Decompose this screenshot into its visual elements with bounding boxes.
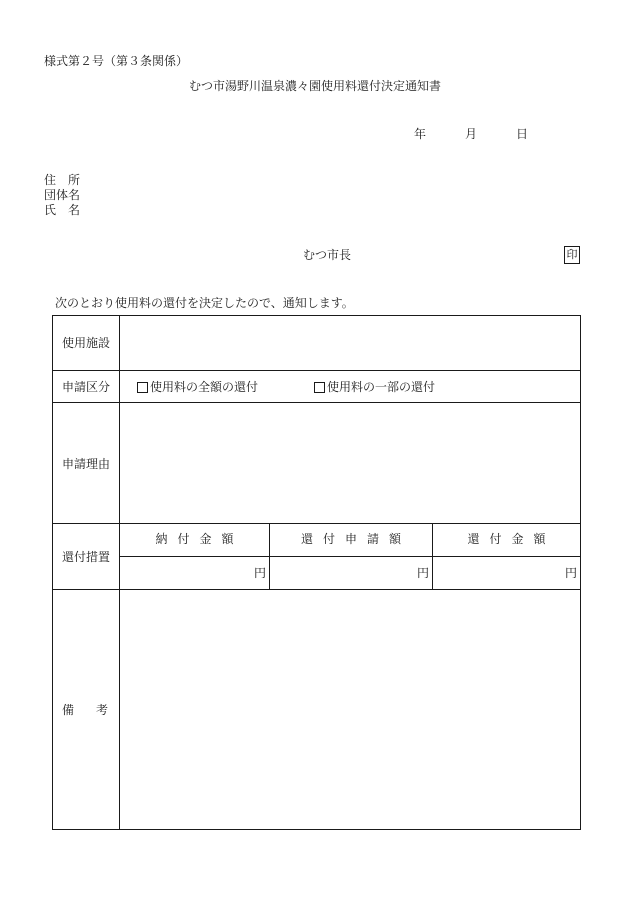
paid-amount-header: 納付金額 bbox=[155, 532, 244, 546]
facility-label: 使用施設 bbox=[62, 336, 111, 350]
full-refund-option[interactable] bbox=[137, 380, 258, 394]
full-refund-option-label: 使用料の全額の還付 bbox=[150, 380, 259, 394]
refund-form-table bbox=[52, 315, 581, 830]
row-divider bbox=[53, 523, 580, 524]
intro-text: 次のとおり使用料の還付を決定したので、通知します。 bbox=[55, 296, 354, 310]
refund-amount-header: 還付金額 bbox=[467, 532, 556, 546]
paid-amount-yen[interactable]: 円 bbox=[253, 566, 266, 580]
recipient-name-label: 氏 名 bbox=[44, 203, 81, 217]
category-label: 申請区分 bbox=[62, 380, 111, 394]
date-year-label: 年 bbox=[414, 127, 427, 141]
seal-mark: 印 bbox=[564, 246, 580, 264]
form-number: 様式第２号（第３条関係） bbox=[44, 54, 189, 68]
refund-amount-yen[interactable]: 円 bbox=[564, 566, 577, 580]
row-divider bbox=[53, 589, 580, 590]
recipient-address-label: 住 所 bbox=[44, 173, 81, 187]
refund-measure-label: 還付措置 bbox=[62, 550, 111, 564]
document-title: むつ市湯野川温泉濃々園使用料還付決定通知書 bbox=[188, 79, 441, 93]
partial-refund-option[interactable] bbox=[314, 380, 435, 394]
row-divider bbox=[53, 402, 580, 403]
requested-amount-header: 還付申請額 bbox=[300, 532, 411, 546]
issuer-name: むつ市長 bbox=[303, 248, 352, 262]
recipient-group-label: 団体名 bbox=[44, 188, 81, 202]
full-refund-checkbox[interactable] bbox=[137, 382, 148, 393]
partial-refund-option-label: 使用料の一部の還付 bbox=[327, 380, 436, 394]
date-day-label: 日 bbox=[516, 127, 529, 141]
date-month-label: 月 bbox=[465, 127, 478, 141]
reason-label: 申請理由 bbox=[62, 457, 111, 471]
row-divider bbox=[53, 370, 580, 371]
remarks-label: 備考 bbox=[62, 703, 131, 717]
row-divider bbox=[119, 556, 580, 557]
partial-refund-checkbox[interactable] bbox=[314, 382, 325, 393]
requested-amount-yen[interactable]: 円 bbox=[416, 566, 429, 580]
